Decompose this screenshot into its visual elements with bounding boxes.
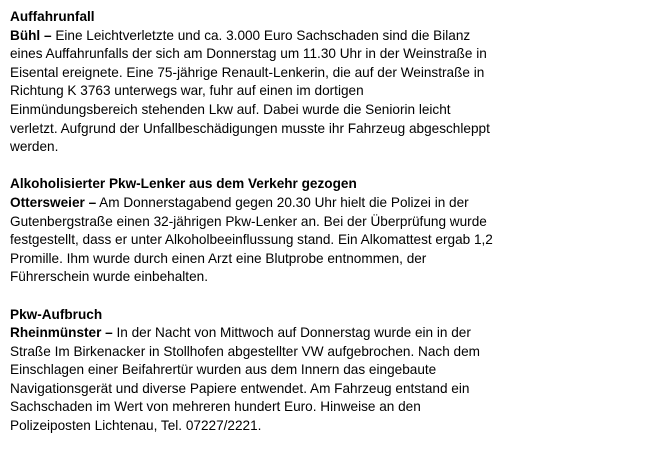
article-headline: Pkw-Aufbruch <box>10 306 103 322</box>
article-body-line: festgestellt, dass er unter Alkoholbeeinflussung stand. Ein Alkomattest ergab 1,2 <box>10 232 493 248</box>
article-body-line <box>10 324 650 343</box>
police-report-document <box>10 8 650 454</box>
article-body-line: Gutenbergstraße einen 32-jährigen Pkw-Lenker an. Bei der Überprüfung wurde <box>10 213 487 229</box>
article-body-line: verletzt. Aufgrund der Unfallbeschädigungen musste ihr Fahrzeug abgeschleppt <box>10 120 490 136</box>
article-auffahrunfall <box>10 8 650 157</box>
article-body-line: werden. <box>10 139 59 155</box>
article-body-line: Straße Im Birkenacker in Stollhofen abgestellter VW aufgebrochen. Nach dem <box>10 343 480 359</box>
article-body-line: Einschlagen einer Beifahrertür wurden aus dem Innern das eingebaute <box>10 362 437 378</box>
article-body-line: Navigationsgerät und diverse Papiere entwendet. Am Fahrzeug entstand ein <box>10 380 470 396</box>
article-body-line: Eisental ereignete. Eine 75-jährige Renault-Lenkerin, die auf der Weinstraße in <box>10 64 485 80</box>
article-text: Eine Leichtverletzte und ca. 3.000 Euro Sachschaden sind die Bilanz <box>51 27 471 43</box>
article-location: Ottersweier – <box>10 194 97 210</box>
article-body-line: Sachschaden im Wert von mehreren hundert Euro. Hinweise an den <box>10 399 421 415</box>
article-body-line <box>10 194 650 213</box>
article-alkohol <box>10 175 650 287</box>
article-location: Rheinmünster – <box>10 325 113 341</box>
article-pkw-aufbruch <box>10 306 650 436</box>
article-headline: Auffahrunfall <box>10 9 95 24</box>
article-text: Am Donnerstagabend gegen 20.30 Uhr hielt die Polizei in der <box>96 194 469 210</box>
article-body-line: eines Auffahrunfalls der sich am Donnerstag um 11.30 Uhr in der Weinstraße in <box>10 46 487 62</box>
article-body-line: Polizeiposten Lichtenau, Tel. 07227/2221. <box>10 418 262 434</box>
article-body-line: Einmündungsbereich stehenden Lkw auf. Dabei wurde die Seniorin leicht <box>10 101 451 117</box>
article-body-line: Promille. Ihm wurde durch einen Arzt eine Blutprobe entnommen, der <box>10 250 427 266</box>
article-body-line: Führerschein wurde einbehalten. <box>10 269 208 285</box>
article-body-line: Richtung K 3763 unterwegs war, fuhr auf einen im dortigen <box>10 83 364 99</box>
article-text: In der Nacht von Mittwoch auf Donnerstag wurde ein in der <box>112 325 471 341</box>
article-headline: Alkoholisierter Pkw-Lenker aus dem Verkehr gezogen <box>10 176 357 192</box>
article-location: Bühl – <box>10 27 52 43</box>
article-body-line <box>10 27 650 46</box>
